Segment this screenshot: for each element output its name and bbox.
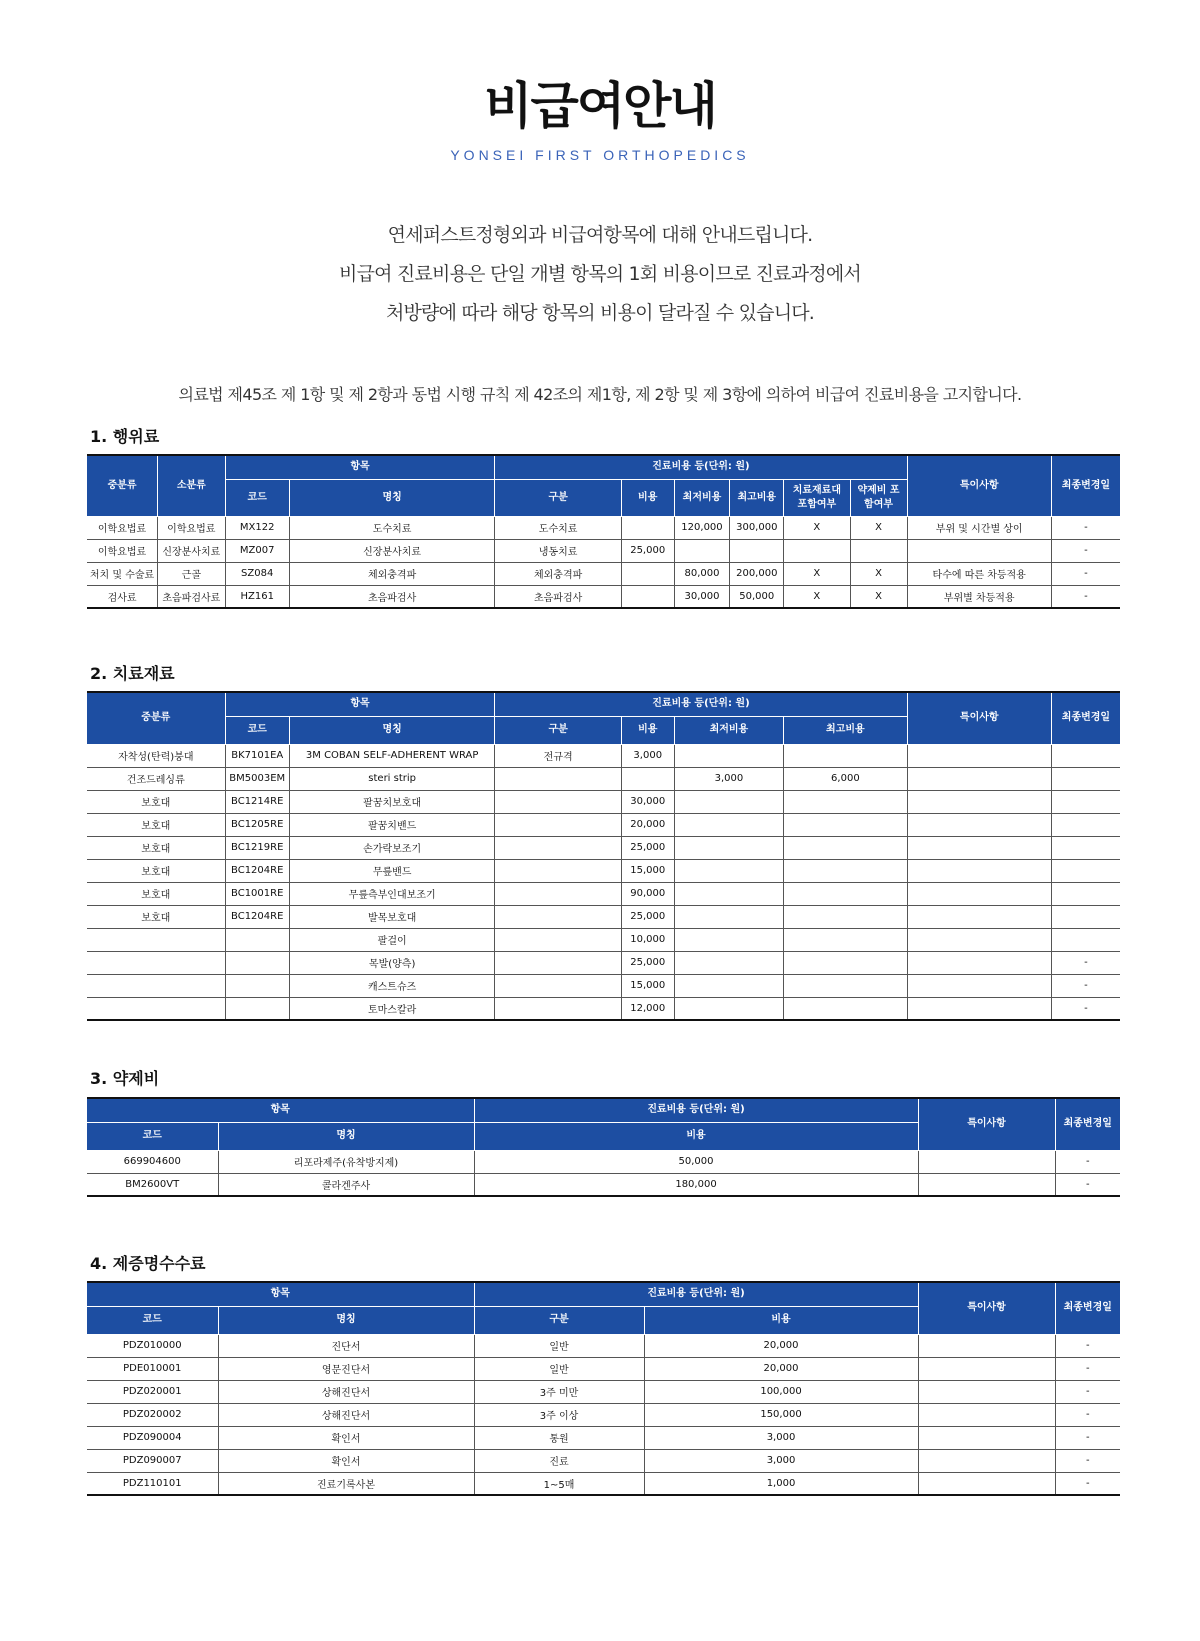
header-code: 코드: [225, 716, 289, 744]
table-cell: 확인서: [218, 1426, 474, 1449]
table-cell: MZ007: [225, 539, 289, 562]
table-cell: 이학요법료: [87, 539, 158, 562]
table-row: [87, 928, 1120, 951]
table-cell: 이학요법료: [87, 516, 158, 539]
table-cell: 3주 미만: [474, 1380, 644, 1403]
table-cell: 체외충격파: [289, 562, 495, 585]
table-cell: [784, 905, 907, 928]
table-cell: [918, 1173, 1055, 1196]
table-cell: [674, 928, 784, 951]
table-cell: 20,000: [621, 813, 674, 836]
table-cell: 180,000: [474, 1173, 918, 1196]
table-cell: 50,000: [730, 585, 784, 608]
table-cell: -: [1055, 1173, 1120, 1196]
table-cell: [784, 928, 907, 951]
table-cell: 3,000: [644, 1449, 918, 1472]
header-notes: 특이사항: [918, 1282, 1055, 1334]
table-row: [87, 836, 1120, 859]
header-name: 명칭: [218, 1306, 474, 1334]
header-item: 항목: [225, 692, 495, 716]
table-cell: [907, 974, 1051, 997]
table-cell: [918, 1426, 1055, 1449]
table-row: [87, 951, 1120, 974]
table-cell: [87, 997, 225, 1020]
page-subtitle: YONSEI FIRST ORTHOPEDICS: [450, 147, 750, 163]
table-cell: -: [1055, 1472, 1120, 1495]
table-cell: -: [1051, 974, 1120, 997]
table-row: [87, 539, 1120, 562]
table-cell: [907, 905, 1051, 928]
table-cell: 30,000: [621, 790, 674, 813]
table-cell: 통원: [474, 1426, 644, 1449]
table-cell: [87, 951, 225, 974]
table-row: [87, 767, 1120, 790]
table-cell: 이학요법료: [158, 516, 225, 539]
header-code: 코드: [87, 1306, 218, 1334]
table-cell: 체외충격파: [495, 562, 621, 585]
page-title: 비급여안내: [484, 77, 716, 135]
table-cell: BM5003EM: [225, 767, 289, 790]
table-cell: BC1001RE: [225, 882, 289, 905]
header-major: 중분류: [87, 455, 158, 516]
header-material-included: 치료재료대 포함여부: [784, 479, 850, 516]
header-last-changed: 최종변경일: [1051, 455, 1120, 516]
table-cell: 팔꿈치보호대: [289, 790, 495, 813]
table-cell: 처치 및 수술료: [87, 562, 158, 585]
table-cell: [87, 974, 225, 997]
table-row: [87, 882, 1120, 905]
table-cell: [1051, 836, 1120, 859]
table-row: [87, 997, 1120, 1020]
table-cell: 15,000: [621, 859, 674, 882]
table-cell: 상해진단서: [218, 1380, 474, 1403]
table-cell: -: [1051, 951, 1120, 974]
table-cell: 캐스트슈즈: [289, 974, 495, 997]
table-cell: [784, 951, 907, 974]
table-row: [87, 813, 1120, 836]
table-cell: SZ084: [225, 562, 289, 585]
table-cell: -: [1055, 1380, 1120, 1403]
table-cell: 진단서: [218, 1334, 474, 1357]
header-cost: 비용: [644, 1306, 918, 1334]
table-row: [87, 1150, 1120, 1173]
table-cell: [621, 516, 674, 539]
table-cell: 20,000: [644, 1334, 918, 1357]
section-title-procedure-fees: 1. 행위료: [90, 427, 160, 446]
table-cell: [621, 585, 674, 608]
table-cell: 목발(양측): [289, 951, 495, 974]
header-cost-group: 진료비용 등(단위: 원): [495, 455, 907, 479]
table-cell: BC1204RE: [225, 859, 289, 882]
table-cell: [495, 974, 621, 997]
table-cell: 200,000: [730, 562, 784, 585]
table-cell: 확인서: [218, 1449, 474, 1472]
table-cell: 팔꿈치밴드: [289, 813, 495, 836]
table-row: [87, 1173, 1120, 1196]
table-cell: [674, 859, 784, 882]
table-cell: BC1204RE: [225, 905, 289, 928]
legal-notice: 의료법 제45조 제 1항 및 제 2항과 동법 시행 규칙 제 42조의 제1항, 제 2항 및 제 3항에 의하여 비급여 진료비용을 고지합니다.: [178, 385, 1022, 404]
header-max-cost: 최고비용: [730, 479, 784, 516]
table-cell: 일반: [474, 1334, 644, 1357]
table-cell: 3,000: [621, 744, 674, 767]
table-cell: [784, 997, 907, 1020]
table-row: [87, 585, 1120, 608]
header-notes: 특이사항: [907, 455, 1051, 516]
table-cell: [621, 767, 674, 790]
table-cell: 300,000: [730, 516, 784, 539]
table-cell: 진료기록사본: [218, 1472, 474, 1495]
table-cell: [918, 1334, 1055, 1357]
table-cell: [918, 1449, 1055, 1472]
table-cell: [1051, 905, 1120, 928]
table-cell: 발목보호대: [289, 905, 495, 928]
table-cell: [918, 1150, 1055, 1173]
table-cell: -: [1055, 1449, 1120, 1472]
table-cell: [495, 951, 621, 974]
table-cell: [1051, 813, 1120, 836]
table-cell: PDZ020001: [87, 1380, 218, 1403]
table-cell: [225, 951, 289, 974]
header-major: 중분류: [87, 692, 225, 744]
drugs-body: [87, 1150, 1120, 1196]
table-row: [87, 1426, 1120, 1449]
table-cell: 토마스칼라: [289, 997, 495, 1020]
table-cell: X: [850, 585, 907, 608]
header-min-cost: 최저비용: [674, 716, 784, 744]
table-cell: 150,000: [644, 1403, 918, 1426]
table-cell: 상해진단서: [218, 1403, 474, 1426]
certificate-fees-table: [87, 1281, 1120, 1496]
table-cell: 콜라겐주사: [218, 1173, 474, 1196]
table-row: [87, 744, 1120, 767]
drugs-table: [87, 1097, 1120, 1197]
header-notes: 특이사항: [918, 1098, 1055, 1150]
table-cell: 초음파검사: [289, 585, 495, 608]
table-cell: BM2600VT: [87, 1173, 218, 1196]
table-cell: -: [1055, 1426, 1120, 1449]
header-type: 구분: [495, 479, 621, 516]
table-cell: [674, 539, 730, 562]
table-cell: [225, 928, 289, 951]
materials-body: [87, 744, 1120, 1020]
header-name: 명칭: [289, 716, 495, 744]
table-cell: 50,000: [474, 1150, 918, 1173]
table-cell: 초음파검사: [495, 585, 621, 608]
table-cell: [674, 905, 784, 928]
table-cell: 3,000: [644, 1426, 918, 1449]
table-cell: 보호대: [87, 905, 225, 928]
table-cell: [495, 767, 621, 790]
table-cell: 보호대: [87, 859, 225, 882]
table-cell: 손가락보조기: [289, 836, 495, 859]
intro-line: 처방량에 따라 해당 항목의 비용이 달라질 수 있습니다.: [385, 302, 815, 324]
table-cell: steri strip: [289, 767, 495, 790]
table-cell: 신장분사치료: [289, 539, 495, 562]
table-cell: BC1214RE: [225, 790, 289, 813]
table-cell: 3M COBAN SELF-ADHERENT WRAP: [289, 744, 495, 767]
table-cell: HZ161: [225, 585, 289, 608]
section-title-certificate-fees: 4. 제증명수수료: [90, 1254, 206, 1273]
table-cell: 669904600: [87, 1150, 218, 1173]
table-cell: [674, 882, 784, 905]
table-cell: [674, 997, 784, 1020]
table-cell: X: [784, 562, 850, 585]
table-cell: PDZ110101: [87, 1472, 218, 1495]
table-cell: [495, 905, 621, 928]
table-cell: 보호대: [87, 836, 225, 859]
table-cell: -: [1055, 1403, 1120, 1426]
section-title-drugs: 3. 약제비: [90, 1069, 160, 1088]
table-cell: PDZ020002: [87, 1403, 218, 1426]
header-item: 항목: [87, 1282, 474, 1306]
table-cell: PDZ090004: [87, 1426, 218, 1449]
table-cell: [674, 813, 784, 836]
header-cost-group: 진료비용 등(단위: 원): [474, 1098, 918, 1122]
table-cell: [784, 790, 907, 813]
table-cell: -: [1051, 997, 1120, 1020]
table-cell: [1051, 767, 1120, 790]
table-cell: 90,000: [621, 882, 674, 905]
table-cell: 10,000: [621, 928, 674, 951]
table-cell: 25,000: [621, 539, 674, 562]
table-cell: [784, 539, 850, 562]
table-cell: 부위 및 시간별 상이: [907, 516, 1051, 539]
table-cell: BC1205RE: [225, 813, 289, 836]
table-cell: BC1219RE: [225, 836, 289, 859]
header-name: 명칭: [289, 479, 495, 516]
table-cell: -: [1051, 562, 1120, 585]
procedure-fees-table: [87, 454, 1120, 609]
table-cell: [621, 562, 674, 585]
table-cell: [784, 813, 907, 836]
header-item: 항목: [225, 455, 495, 479]
table-cell: 20,000: [644, 1357, 918, 1380]
header-item: 항목: [87, 1098, 474, 1122]
table-cell: [918, 1403, 1055, 1426]
table-cell: [87, 928, 225, 951]
table-row: [87, 516, 1120, 539]
table-cell: 15,000: [621, 974, 674, 997]
table-cell: 6,000: [784, 767, 907, 790]
table-cell: 영문진단서: [218, 1357, 474, 1380]
table-cell: 25,000: [621, 905, 674, 928]
table-cell: 신장분사치료: [158, 539, 225, 562]
table-cell: 보호대: [87, 882, 225, 905]
header-type: 구분: [495, 716, 621, 744]
table-cell: [495, 836, 621, 859]
table-cell: 3주 이상: [474, 1403, 644, 1426]
table-cell: 25,000: [621, 951, 674, 974]
table-cell: [850, 539, 907, 562]
table-cell: 도수치료: [495, 516, 621, 539]
table-cell: 타수에 따른 차등적용: [907, 562, 1051, 585]
header-max-cost: 최고비용: [784, 716, 907, 744]
table-cell: 80,000: [674, 562, 730, 585]
table-cell: X: [850, 516, 907, 539]
table-cell: 3,000: [674, 767, 784, 790]
table-cell: 도수치료: [289, 516, 495, 539]
table-cell: [1051, 882, 1120, 905]
table-cell: PDZ010000: [87, 1334, 218, 1357]
table-row: [87, 1403, 1120, 1426]
table-cell: [495, 997, 621, 1020]
table-cell: [674, 744, 784, 767]
table-cell: 30,000: [674, 585, 730, 608]
intro-line: 비급여 진료비용은 단일 개별 항목의 1회 비용이므로 진료과정에서: [339, 263, 861, 285]
header-cost-group: 진료비용 등(단위: 원): [474, 1282, 918, 1306]
table-cell: [784, 859, 907, 882]
table-row: [87, 790, 1120, 813]
intro-text: [0, 216, 1200, 333]
table-cell: [907, 744, 1051, 767]
header-min-cost: 최저비용: [674, 479, 730, 516]
table-cell: [784, 974, 907, 997]
table-cell: 근골: [158, 562, 225, 585]
table-row: [87, 1380, 1120, 1403]
table-cell: [907, 767, 1051, 790]
table-cell: [674, 974, 784, 997]
table-cell: X: [784, 516, 850, 539]
table-cell: PDE010001: [87, 1357, 218, 1380]
table-cell: 자착성(탄력)붕대: [87, 744, 225, 767]
table-cell: 초음파검사료: [158, 585, 225, 608]
table-cell: [674, 951, 784, 974]
table-cell: [225, 974, 289, 997]
table-row: [87, 859, 1120, 882]
table-cell: 100,000: [644, 1380, 918, 1403]
header-cost: 비용: [621, 479, 674, 516]
table-cell: 부위별 차등적용: [907, 585, 1051, 608]
header-notes: 특이사항: [907, 692, 1051, 744]
table-cell: -: [1051, 516, 1120, 539]
table-cell: [918, 1472, 1055, 1495]
table-cell: [907, 790, 1051, 813]
table-cell: [907, 539, 1051, 562]
header-last-changed: 최종변경일: [1055, 1282, 1120, 1334]
table-cell: [1051, 744, 1120, 767]
table-row: [87, 562, 1120, 585]
table-cell: [495, 813, 621, 836]
header-type: 구분: [474, 1306, 644, 1334]
table-cell: [674, 790, 784, 813]
intro-line: 연세퍼스트정형외과 비급여항목에 대해 안내드립니다.: [387, 224, 813, 246]
table-cell: -: [1051, 585, 1120, 608]
table-cell: [907, 859, 1051, 882]
table-cell: [918, 1380, 1055, 1403]
header-code: 코드: [225, 479, 289, 516]
table-cell: [784, 836, 907, 859]
header-cost-group: 진료비용 등(단위: 원): [495, 692, 907, 716]
table-row: [87, 905, 1120, 928]
section-title-materials: 2. 치료재료: [90, 664, 175, 683]
header-minor: 소분류: [158, 455, 225, 516]
table-cell: [674, 836, 784, 859]
table-cell: 25,000: [621, 836, 674, 859]
header-name: 명칭: [218, 1122, 474, 1150]
table-cell: 일반: [474, 1357, 644, 1380]
table-cell: -: [1055, 1357, 1120, 1380]
table-row: [87, 1334, 1120, 1357]
table-cell: [1051, 928, 1120, 951]
table-cell: [1051, 790, 1120, 813]
table-cell: [495, 882, 621, 905]
table-row: [87, 1472, 1120, 1495]
table-cell: [1051, 859, 1120, 882]
header-code: 코드: [87, 1122, 218, 1150]
table-cell: [907, 928, 1051, 951]
table-cell: -: [1055, 1334, 1120, 1357]
table-cell: 건조드레싱류: [87, 767, 225, 790]
table-row: [87, 1357, 1120, 1380]
table-cell: [907, 951, 1051, 974]
header-cost: 비용: [621, 716, 674, 744]
table-cell: [784, 882, 907, 905]
table-cell: 진료: [474, 1449, 644, 1472]
procedure-fees-body: [87, 516, 1120, 608]
materials-table: [87, 691, 1120, 1021]
header-drug-included: 약제비 포함여부: [850, 479, 907, 516]
table-cell: [495, 859, 621, 882]
table-cell: 보호대: [87, 790, 225, 813]
table-cell: [918, 1357, 1055, 1380]
table-cell: [907, 997, 1051, 1020]
table-cell: [907, 813, 1051, 836]
table-cell: [907, 882, 1051, 905]
table-cell: 팔걸이: [289, 928, 495, 951]
table-cell: 무릎밴드: [289, 859, 495, 882]
table-cell: 전규격: [495, 744, 621, 767]
table-cell: 냉동치료: [495, 539, 621, 562]
table-cell: 1,000: [644, 1472, 918, 1495]
table-cell: 1~5매: [474, 1472, 644, 1495]
table-cell: X: [850, 562, 907, 585]
table-cell: PDZ090007: [87, 1449, 218, 1472]
table-cell: X: [784, 585, 850, 608]
certificate-fees-body: [87, 1334, 1120, 1495]
table-cell: 리포라제주(유착방지제): [218, 1150, 474, 1173]
table-cell: [495, 928, 621, 951]
table-cell: [907, 836, 1051, 859]
table-cell: BK7101EA: [225, 744, 289, 767]
table-cell: 12,000: [621, 997, 674, 1020]
table-cell: MX122: [225, 516, 289, 539]
table-cell: [730, 539, 784, 562]
table-cell: -: [1055, 1150, 1120, 1173]
table-cell: [225, 997, 289, 1020]
table-row: [87, 1449, 1120, 1472]
header-last-changed: 최종변경일: [1055, 1098, 1120, 1150]
table-cell: [784, 744, 907, 767]
table-cell: [495, 790, 621, 813]
table-row: [87, 974, 1120, 997]
table-cell: 검사료: [87, 585, 158, 608]
header-last-changed: 최종변경일: [1051, 692, 1120, 744]
header-cost: 비용: [474, 1122, 918, 1150]
table-cell: 보호대: [87, 813, 225, 836]
table-cell: 무릎측부인대보조기: [289, 882, 495, 905]
table-cell: 120,000: [674, 516, 730, 539]
table-cell: -: [1051, 539, 1120, 562]
